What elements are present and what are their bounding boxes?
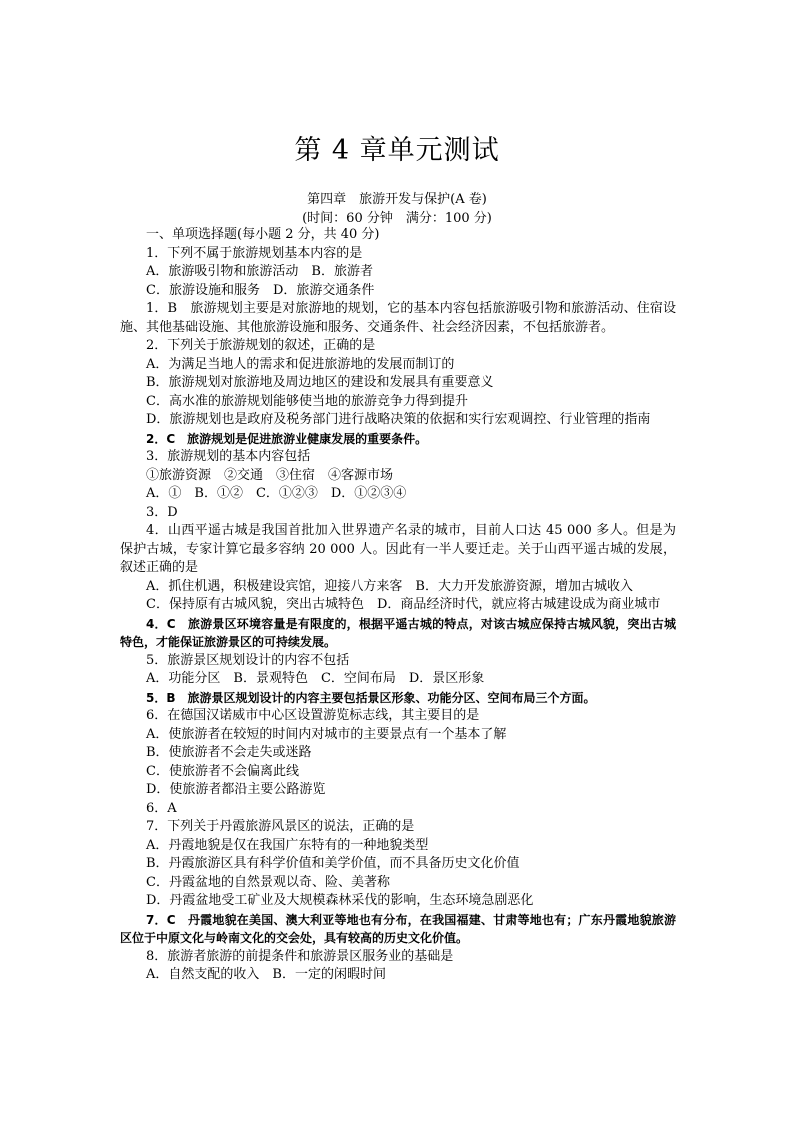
text-line: 1．B 旅游规划主要是对旅游地的规划，它的基本内容包括旅游吸引物和旅游活动、住宿设施、其他基础设施、其他旅游设施和服务、交通条件、社会经济因素，不包括旅游者。 xyxy=(120,301,676,335)
text-line: 1．下列不属于旅游规划基本内容的是 xyxy=(146,245,363,261)
text-line: C．保持原有古城风貌，突出古城特色 D．商品经济时代，就应将古城建设成为商业城市 xyxy=(146,597,661,612)
text-line: 4．山西平遥古城是我国首批加入世界遗产名录的城市，目前人口达 45 000 多人。但是为保护古城，专家计算它最多容纳 20 000 人。因此有一半人要迁走。关于山西平遥古城的发展，叙述正确的是 xyxy=(120,523,676,575)
text-line: C．使旅游者不会偏离此线 xyxy=(146,763,299,779)
text-line: 2．下列关于旅游规划的叙述，正确的是 xyxy=(146,338,376,353)
text-line: B．丹霞旅游区具有科学价值和美学价值，而不具备历史文化价值 xyxy=(146,856,520,871)
time-and-score: (时间：60 分钟 满分：100 分) xyxy=(302,211,492,226)
text-line: 8．旅游者旅游的前提条件和旅游景区服务业的基础是 xyxy=(146,948,454,964)
text-line: 7．下列关于丹霞旅游风景区的说法，正确的是 xyxy=(146,819,415,834)
text-line: A．丹霞地貌是仅在我国广东特有的一种地貌类型 xyxy=(146,837,429,853)
text-line: C．高水准的旅游规划能够使当地的旅游竞争力得到提升 xyxy=(146,393,468,409)
text-line: 6．A xyxy=(146,800,177,816)
text-line: 7．C 丹霞地貌在美国、澳大利亚等地也有分布，在我国福建、甘肃等地也有；广东丹霞地貌旅游区位于中原文化与岭南文化的交会处，具有较高的历史文化价值。 xyxy=(120,912,676,945)
text-line: B．使旅游者不会走失或迷路 xyxy=(146,745,312,760)
text-line: D．丹霞盆地受工矿业及大规模森林采伐的影响，生态环境急剧恶化 xyxy=(146,893,534,908)
page-title: 第 4 章单元测试 xyxy=(294,135,500,166)
text-line: 一、单项选择题(每小题 2 分，共 40 分) xyxy=(146,227,380,242)
text-line: C．旅游设施和服务 D．旅游交通条件 xyxy=(146,282,375,298)
text-line: 3．旅游规划的基本内容包括 xyxy=(146,449,311,464)
text-line: 4．C 旅游景区环境容量是有限度的，根据平遥古城的特点，对该古城应保持古城风貌，突出古城特色，才能保证旅游景区的可持续发展。 xyxy=(120,616,676,649)
text-line: 3．D xyxy=(146,504,178,520)
text-line: 5．旅游景区规划设计的内容不包括 xyxy=(146,652,350,668)
text-line: D．使旅游者都沿主要公路游览 xyxy=(146,782,326,797)
text-line: 6．在德国汉诺威市中心区设置游览标志线，其主要目的是 xyxy=(146,708,480,723)
text-line: C．丹霞盆地的自然景观以奇、险、美著称 xyxy=(146,874,390,890)
text-line: ①旅游资源 ②交通 ③住宿 ④客源市场 xyxy=(146,467,394,483)
text-line: A．① B．①② C．①②③ D．①②③④ xyxy=(146,486,407,501)
text-line: A．抓住机遇，积极建设宾馆，迎接八方来客 B．大力开发旅游资源，增加古城收入 xyxy=(146,578,633,594)
text-line: D．旅游规划也是政府及税务部门进行战略决策的依据和实行宏观调控、行业管理的指南 xyxy=(146,412,651,427)
text-line: A．为满足当地人的需求和促进旅游地的发展而制订的 xyxy=(146,356,455,372)
text-line: B．旅游规划对旅游地及周边地区的建设和发展具有重要意义 xyxy=(146,375,494,390)
text-line: A．功能分区 B．景观特色 C．空间布局 D．景区形象 xyxy=(146,671,485,686)
text-line: A．旅游吸引物和旅游活动 B．旅游者 xyxy=(146,264,373,279)
text-line: 5．B 旅游景区规划设计的内容主要包括景区形象、功能分区、空间布局三个方面。 xyxy=(146,690,596,705)
question-list xyxy=(120,226,676,985)
section-subtitle: 第四章 旅游开发与保护(A 卷) xyxy=(307,192,487,207)
text-line: A．使旅游者在较短的时间内对城市的主要景点有一个基本了解 xyxy=(146,726,507,742)
text-line: 2．C 旅游规划是促进旅游业健康发展的重要条件。 xyxy=(146,431,428,446)
text-line: A．自然支配的收入 B．一定的闲暇时间 xyxy=(146,967,386,982)
